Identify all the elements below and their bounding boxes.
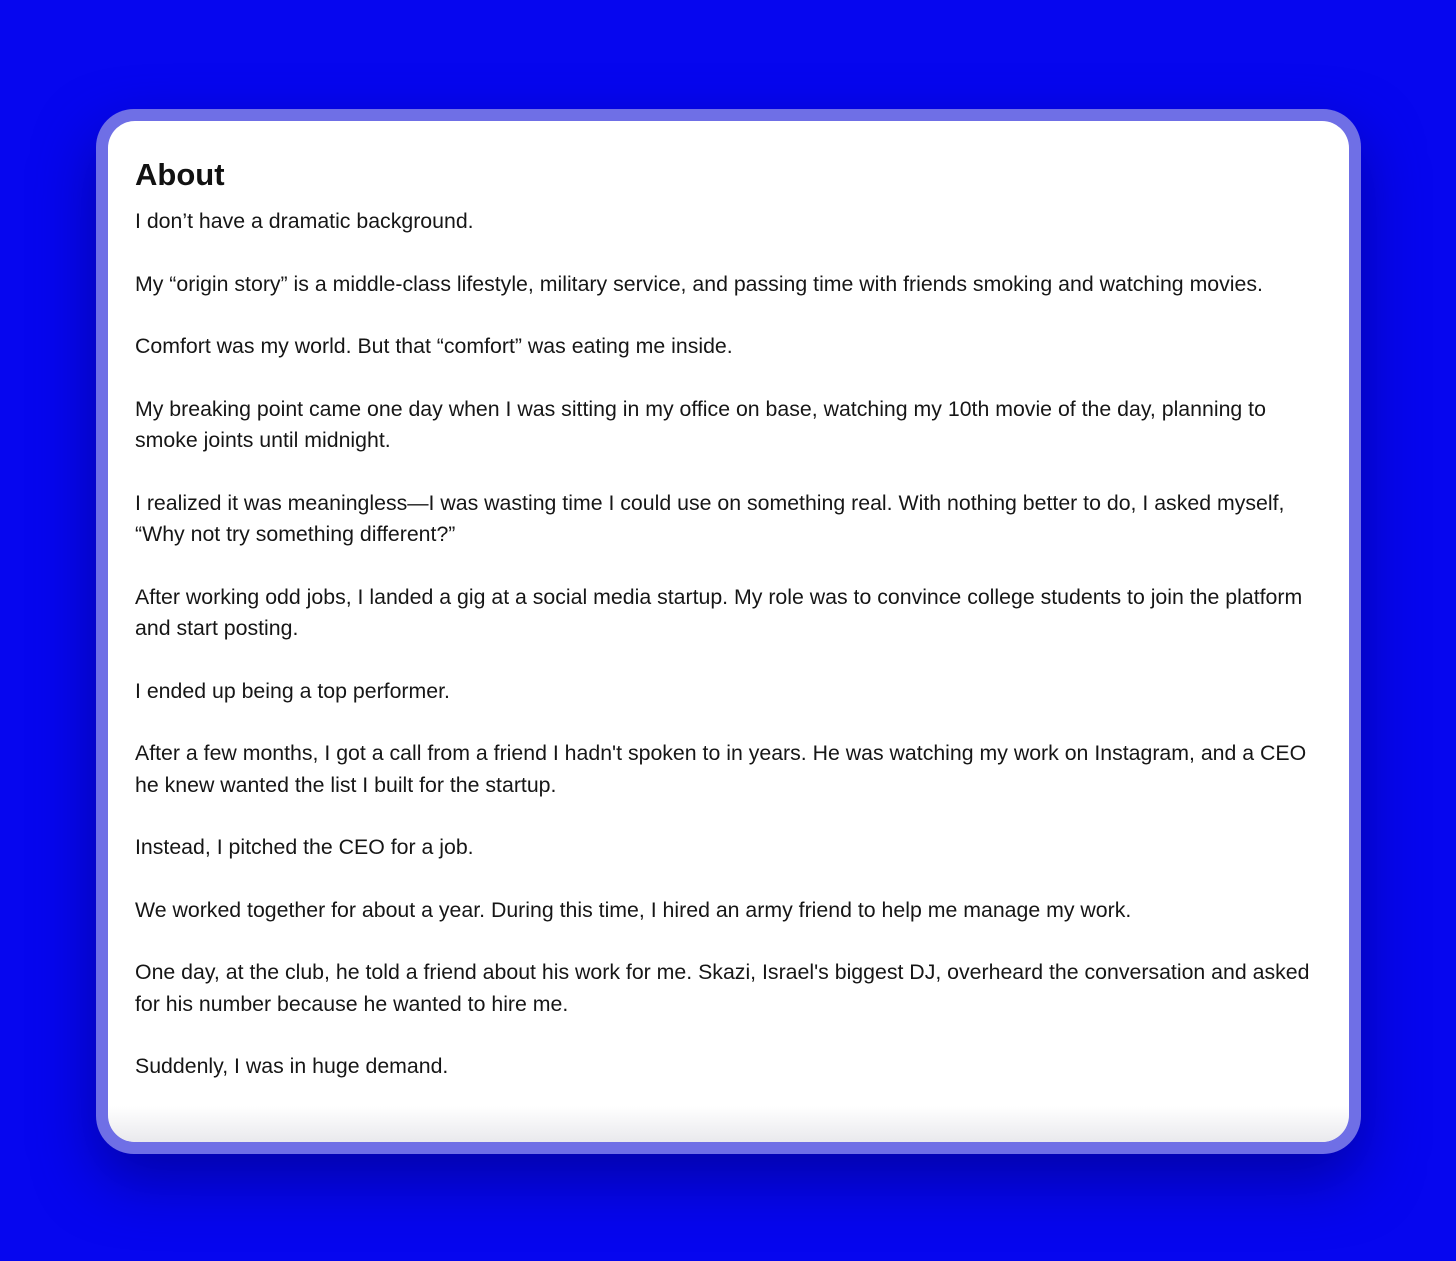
about-paragraph: One day, at the club, he told a friend about his work for me. Skazi, Israel's biggest DJ, overheard the conversation and asked for his number because he wanted to hire me.: [135, 960, 1310, 1016]
about-paragraph: Instead, I pitched the CEO for a job.: [135, 835, 474, 859]
about-paragraph: After a few months, I got a call from a friend I hadn't spoken to in years. He was watching my work on Instagram, and a CEO he knew wanted the list I built for the startup.: [135, 741, 1307, 797]
about-paragraph: I realized it was meaningless—I was wasting time I could use on something real. With nothing better to do, I asked myself, “Why not try something different?”: [135, 490, 1285, 546]
about-card: [108, 121, 1349, 1142]
about-paragraph: We worked together for about a year. During this time, I hired an army friend to help me manage my work.: [135, 897, 1132, 922]
about-paragraph: I ended up being a top performer.: [135, 678, 450, 703]
about-paragraph: After working odd jobs, I landed a gig at a social media startup. My role was to convince college students to join the platform and start posting.: [135, 584, 1303, 640]
about-body: [135, 206, 1325, 1083]
about-paragraph: My “origin story” is a middle-class lifestyle, military service, and passing time with friends smoking and watching movies.: [135, 271, 1263, 296]
about-paragraph: Comfort was my world. But that “comfort” was eating me inside.: [135, 334, 733, 358]
about-paragraph: Suddenly, I was in huge demand.: [135, 1054, 449, 1078]
about-heading: About: [135, 157, 225, 192]
about-paragraph: My breaking point came one day when I was sitting in my office on base, watching my 10th movie of the day, planning to smoke joints until midnight.: [135, 396, 1266, 452]
about-card-frame: [96, 109, 1361, 1154]
about-paragraph: I don’t have a dramatic background.: [135, 209, 474, 233]
